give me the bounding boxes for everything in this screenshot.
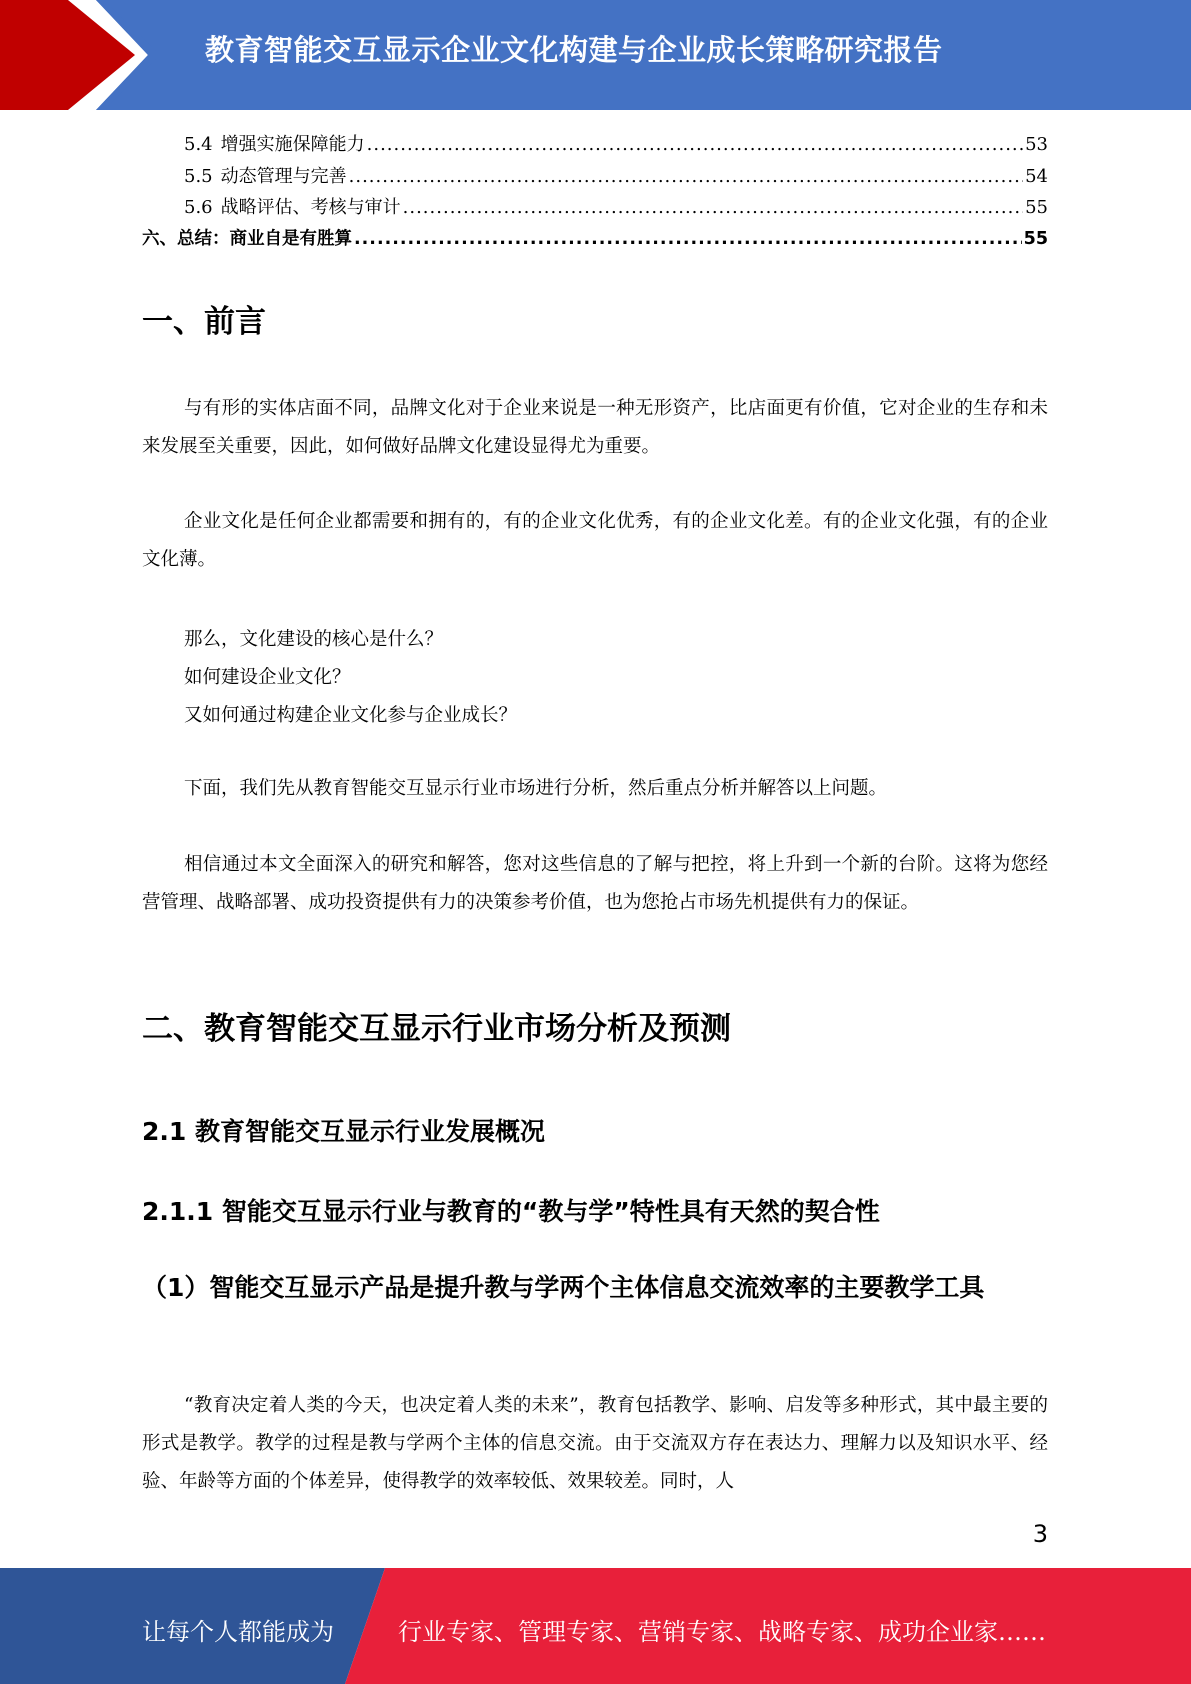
toc-row[interactable] [142, 130, 1048, 162]
subsection-heading: （1）智能交互显示产品是提升教与学两个主体信息交流效率的主要教学工具 [142, 1273, 985, 1302]
toc-number: 5.4 [184, 134, 213, 155]
toc-leader-dots [403, 197, 1023, 218]
toc-row[interactable] [142, 162, 1048, 194]
question-line: 如何建设企业文化？ [184, 667, 351, 688]
toc-label: 战略评估、考核与审计 [220, 197, 401, 218]
footer-slogan-left: 让每个人都能成为 [142, 1618, 334, 1646]
section-heading-market-analysis: 二、教育智能交互显示行业市场分析及预测 [142, 1011, 731, 1047]
footer-slogan-right: 行业专家、管理专家、营销专家、战略专家、成功企业家…… [398, 1618, 1046, 1646]
toc-row[interactable] [142, 225, 1048, 257]
toc-page: 54 [1025, 165, 1048, 187]
footer-banner [0, 1568, 1191, 1684]
toc-label: 动态管理与完善 [220, 165, 347, 187]
subsection-heading: 2.1 教育智能交互显示行业发展概况 [142, 1117, 545, 1146]
paragraph: “教育决定着人类的今天，也决定着人类的未来”，教育包括教学、影响、启发等多种形式，其中最主要的形式是教学。教学的过程是教与学两个主体的信息交流。由于交流双方存在表达力、理解力以及知识水平、经验、年龄等方面的个体差异，使得教学的效率较低、效果较差。同时，人 [142, 1395, 1048, 1492]
toc-number: 5.6 [184, 197, 213, 218]
question-line: 又如何通过构建企业文化参与企业成长？ [184, 705, 518, 726]
toc-leader-dots [354, 229, 1022, 249]
header-banner [0, 0, 1191, 110]
section-heading-preface: 一、前言 [142, 304, 266, 340]
subsection-heading: 2.1.1 智能交互显示行业与教育的“教与学”特性具有天然的契合性 [142, 1197, 880, 1226]
toc-page: 55 [1023, 228, 1048, 249]
table-of-contents [142, 130, 1048, 256]
toc-number: 5.5 [184, 165, 213, 187]
page-number: 3 [1032, 1520, 1048, 1548]
toc-label: 六、总结：商业自是有胜算 [142, 228, 352, 249]
paragraph: 相信通过本文全面深入的研究和解答，您对这些信息的了解与把控，将上升到一个新的台阶。这将为您经营管理、战略部署、成功投资提供有力的决策参考价值，也为您抢占市场先机提供有力的保证。 [142, 854, 1048, 913]
paragraph: 下面，我们先从教育智能交互显示行业市场进行分析，然后重点分析并解答以上问题。 [184, 778, 888, 799]
toc-leader-dots [349, 166, 1023, 187]
report-title: 教育智能交互显示企业文化构建与企业成长策略研究报告 [205, 33, 943, 67]
toc-page: 55 [1025, 197, 1048, 218]
question-line: 那么，文化建设的核心是什么？ [184, 629, 444, 650]
toc-page: 53 [1025, 134, 1048, 155]
toc-label: 增强实施保障能力 [220, 134, 365, 155]
paragraph: 与有形的实体店面不同，品牌文化对于企业来说是一种无形资产，比店面更有价值，它对企业的生存和未来发展至关重要，因此，如何做好品牌文化建设显得尤为重要。 [142, 398, 1048, 457]
paragraph: 企业文化是任何企业都需要和拥有的，有的企业文化优秀，有的企业文化差。有的企业文化强，有的企业文化薄。 [142, 511, 1048, 570]
toc-row[interactable] [142, 193, 1048, 225]
toc-leader-dots [367, 134, 1023, 155]
